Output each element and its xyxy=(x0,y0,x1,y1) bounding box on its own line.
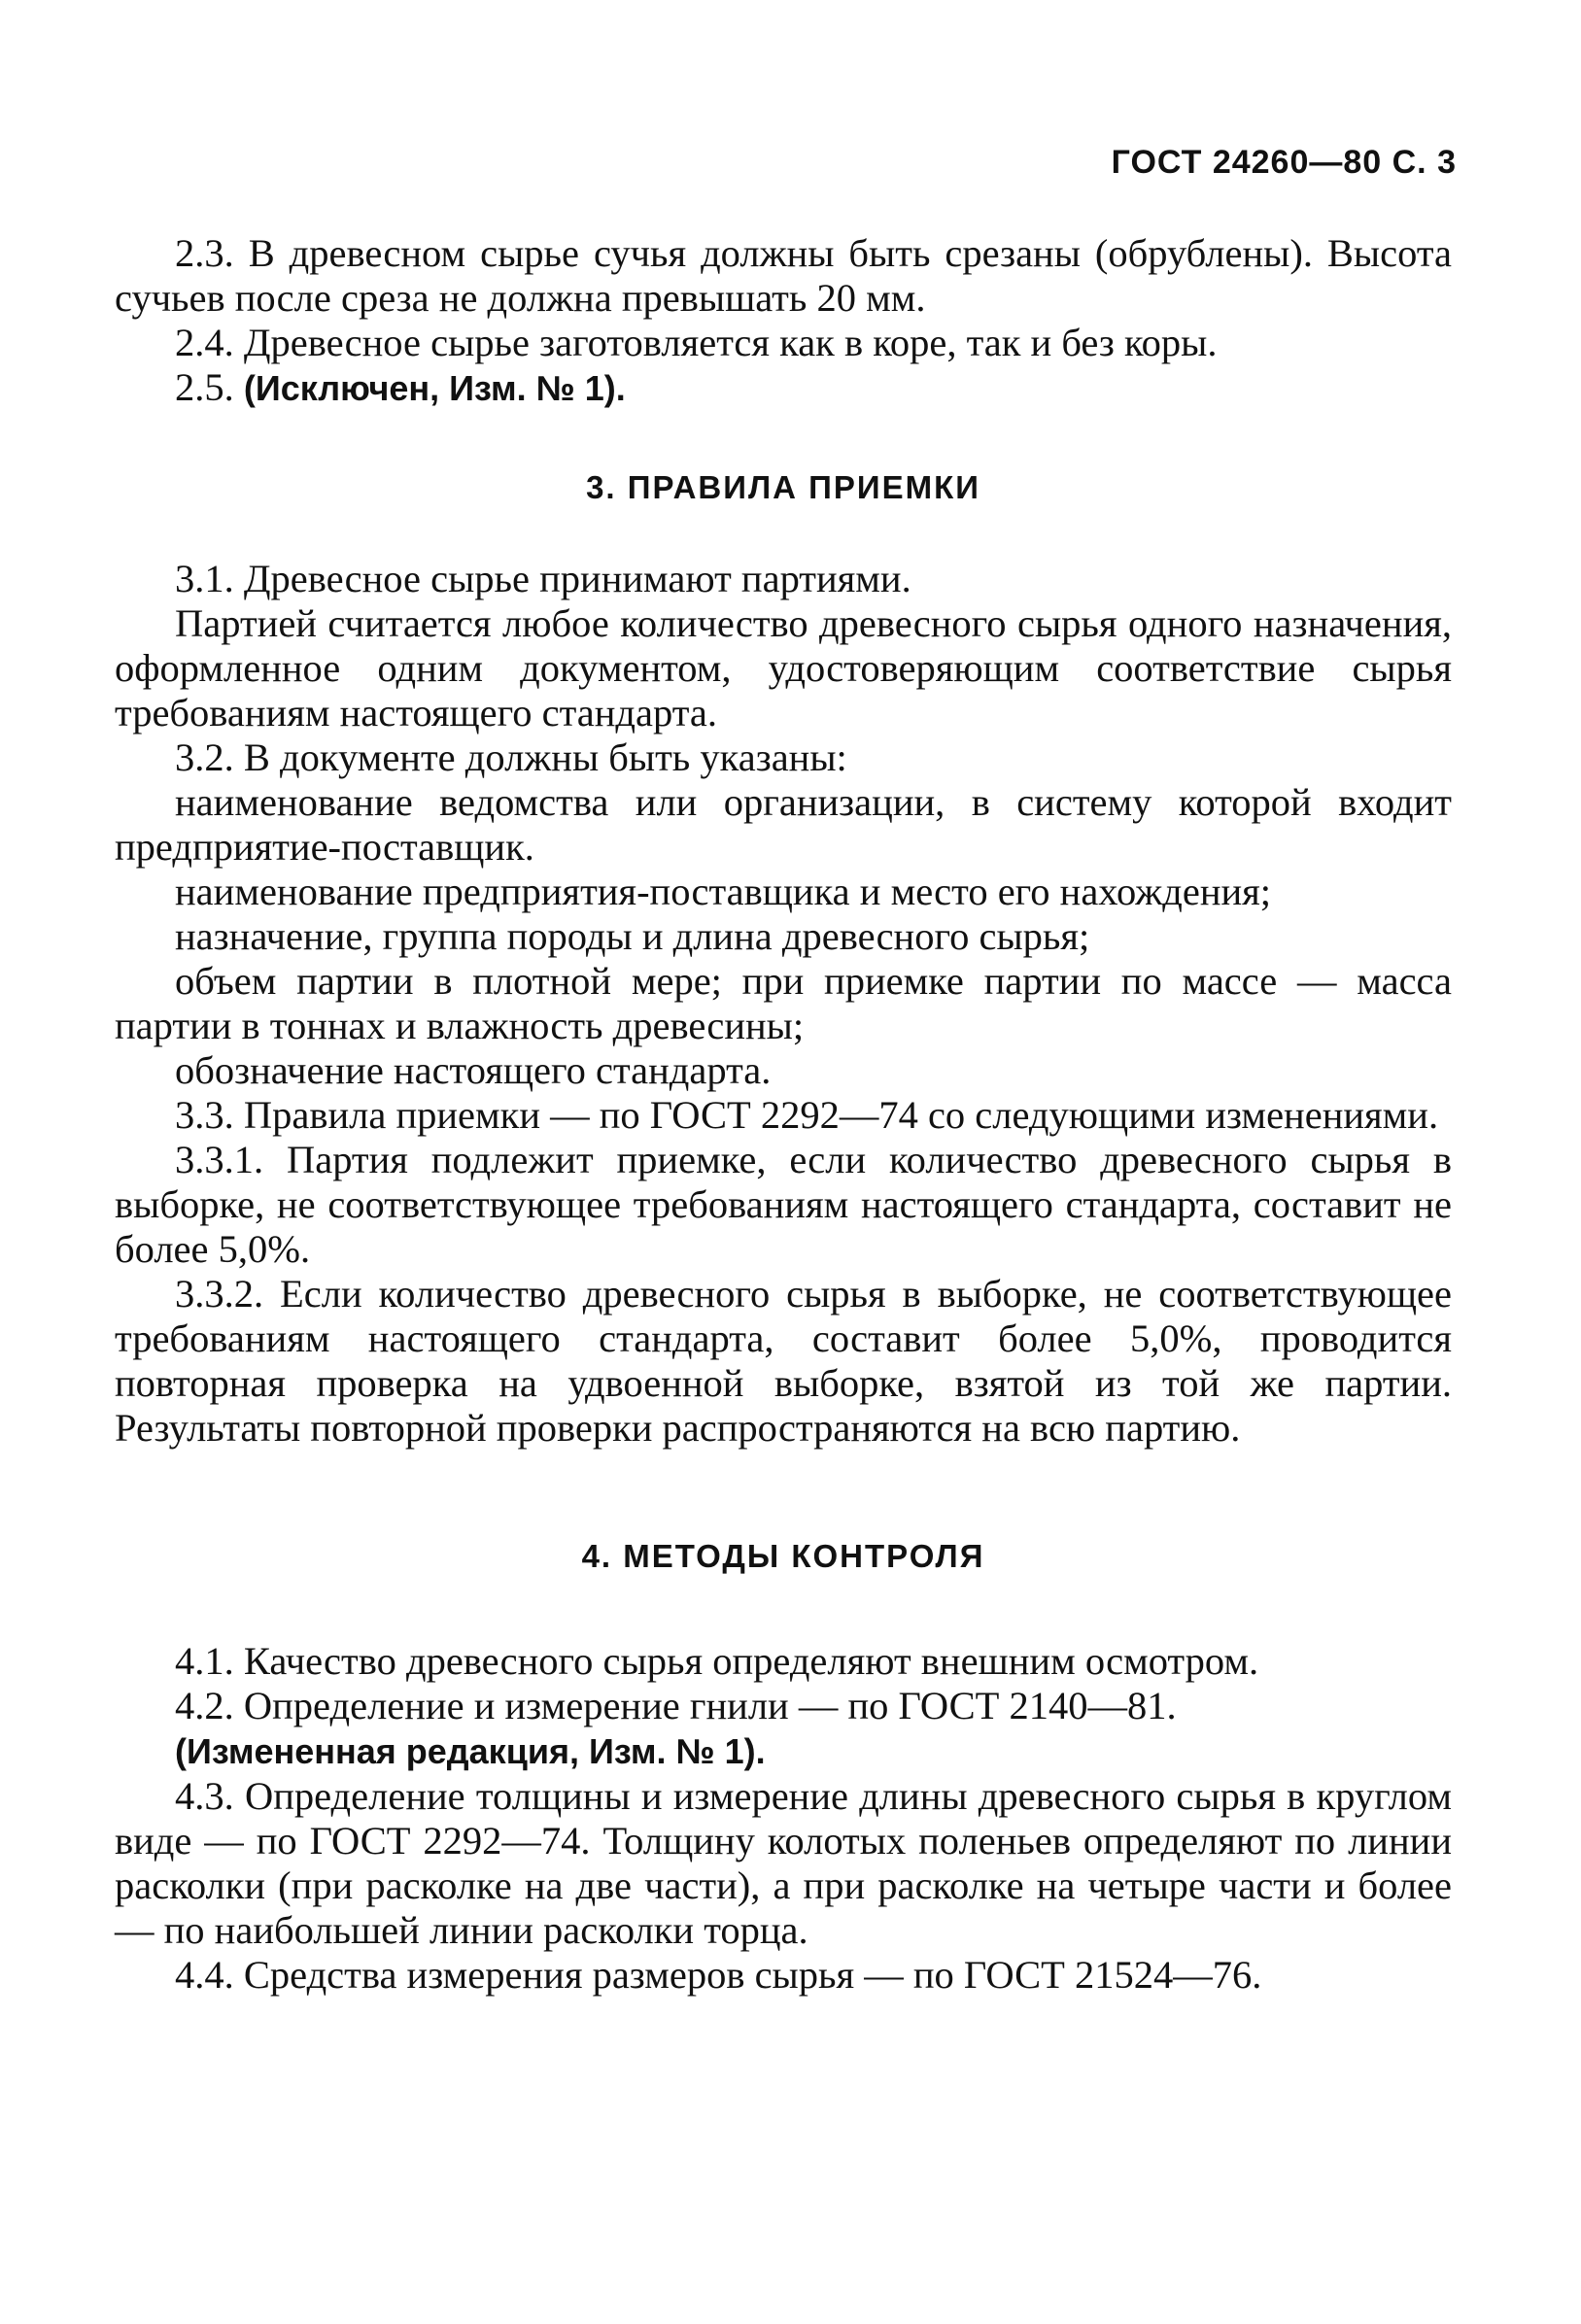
list-item: наименование предприятия-поставщика и место его нахождения; xyxy=(175,870,1272,913)
paragraph-2-5-number: 2.5. xyxy=(175,365,244,409)
paragraph-2-5-note: (Исключен, Изм. № 1). xyxy=(243,368,626,408)
paragraph-3-3: 3.3. Правила приемки — по ГОСТ 2292—74 со следующими изменениями. xyxy=(175,1093,1439,1137)
paragraph-4-1: 4.1. Качество древесного сырья определяют внешним осмотром. xyxy=(175,1639,1259,1683)
paragraph-3-3-2: 3.3.2. Если количество древесного сырья в выборке, не соответствующее требованиям настоящего стандарта, составит более 5,0%, проводится повторная проверка на удвоенной выборке, взятой из той же партии. Результаты повторной проверки распространяются на всю партию. xyxy=(115,1272,1452,1450)
section-3-title: 3. ПРАВИЛА ПРИЕМКИ xyxy=(586,469,980,505)
document-body xyxy=(115,231,1452,1998)
list-item: обозначение настоящего стандарта. xyxy=(175,1048,772,1092)
section-4-title: 4. МЕТОДЫ КОНТРОЛЯ xyxy=(581,1538,985,1574)
paragraph-3-1: 3.1. Древесное сырье принимают партиями. xyxy=(175,557,911,600)
paragraph-4-3: 4.3. Определение толщины и измерение длины древесного сырья в круглом виде — по ГОСТ 2292—74. Толщину колотых поленьев определяют по линии расколки (при расколке на две части), а при расколке на четыре части и более — по наибольшей линии расколки торца. xyxy=(115,1774,1452,1952)
list-item: назначение, группа породы и длина древесного сырья; xyxy=(175,914,1090,958)
list-item: наименование ведомства или организации, в систему которой входит предприятие-поставщик. xyxy=(115,780,1452,869)
list-item: объем партии в плотной мере; при приемке партии по массе — масса партии в тоннах и влажность древесины; xyxy=(115,959,1452,1047)
paragraph-4-4: 4.4. Средства измерения размеров сырья — по ГОСТ 21524—76. xyxy=(175,1953,1262,1997)
paragraph-4-2-note xyxy=(115,1728,1452,1774)
paragraph-3-1-definition: Партией считается любое количество древесного сырья одного назначения, оформленное одним документом, удостоверяющим соответствие сырья требованиям настоящего стандарта. xyxy=(115,601,1452,735)
paragraph-2-3: 2.3. В древесном сырье сучья должны быть срезаны (обрублены). Высота сучьев после среза не должна превышать 20 мм. xyxy=(115,231,1452,320)
revision-note: (Измененная редакция, Изм. № 1). xyxy=(175,1731,766,1771)
paragraph-2-4: 2.4. Древесное сырье заготовляется как в коре, так и без коры. xyxy=(175,321,1218,364)
paragraph-3-2: 3.2. В документе должны быть указаны: xyxy=(175,735,847,779)
running-header: ГОСТ 24260—80 С. 3 xyxy=(1111,144,1457,181)
paragraph-3-3-1: 3.3.1. Партия подлежит приемке, если количество древесного сырья в выборке, не соответствующее требованиям настоящего стандарта, составит не более 5,0%. xyxy=(115,1138,1452,1271)
paragraph-2-5 xyxy=(115,365,1452,411)
paragraph-4-2: 4.2. Определение и измерение гнили — по ГОСТ 2140—81. xyxy=(175,1684,1177,1727)
